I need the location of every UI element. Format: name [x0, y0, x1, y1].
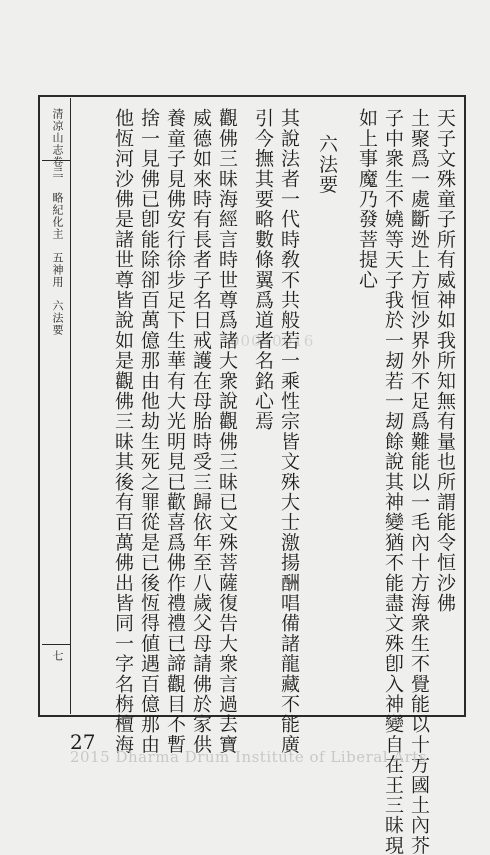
text-column: 觀佛三昧海經言時世尊爲諸大衆說觀佛三昧已文殊菩薩復告大衆言過去寶	[216, 108, 238, 755]
margin-column	[42, 98, 71, 714]
scan-watermark: 00040016	[230, 332, 315, 350]
page-number: 27	[70, 730, 96, 754]
text-column: 捨一見佛已卽能除卻百萬億那由他劫生死之罪從是已後恆得値遇百億那由	[138, 108, 160, 755]
text-column: 他恆河沙佛是諸世尊皆說如是觀佛三昧其後有百萬佛出皆同一字名栴檀海	[112, 108, 134, 755]
section-heading: 六法要	[316, 134, 338, 195]
text-column: 土聚爲一處斷迯上方恒沙界外不足爲難能以一毛內十方海衆生不覺能以十方國土內芥	[408, 108, 430, 855]
margin-section: 二 略紀化主 五神用 六法要	[51, 166, 64, 336]
text-column: 引今撫其要略數條翼爲道者名銘心焉	[252, 108, 274, 432]
margin-title: 清凉山志卷二	[51, 108, 64, 180]
text-column: 威德如來時有長者子名日戒護在母胎時受三歸依年至八歲父母請佛於家供	[190, 108, 212, 755]
text-column: 養童子見佛安行徐步足下生華有大光明見已歡喜爲佛作禮禮已諦觀目不暫	[164, 108, 186, 755]
margin-page-no: 七	[51, 650, 64, 662]
text-column: 如上事魔乃發菩提心	[356, 108, 378, 290]
text-column: 子中衆生不嬈等天子我於一刼若一刼餘說其神變猶不能盡文殊卽入神變自在王三昧現	[382, 108, 404, 855]
footer-watermark: 2015 Dharma Drum Institute of Liberal Arts	[70, 748, 427, 766]
text-column: 天子文殊童子所有威神如我所知無有量也所謂能令恒沙佛	[434, 108, 456, 613]
text-column: 其說法者一代時敎不共般若一乘性宗皆文殊大士激揚酬唱備諸龍藏不能廣	[278, 108, 300, 755]
